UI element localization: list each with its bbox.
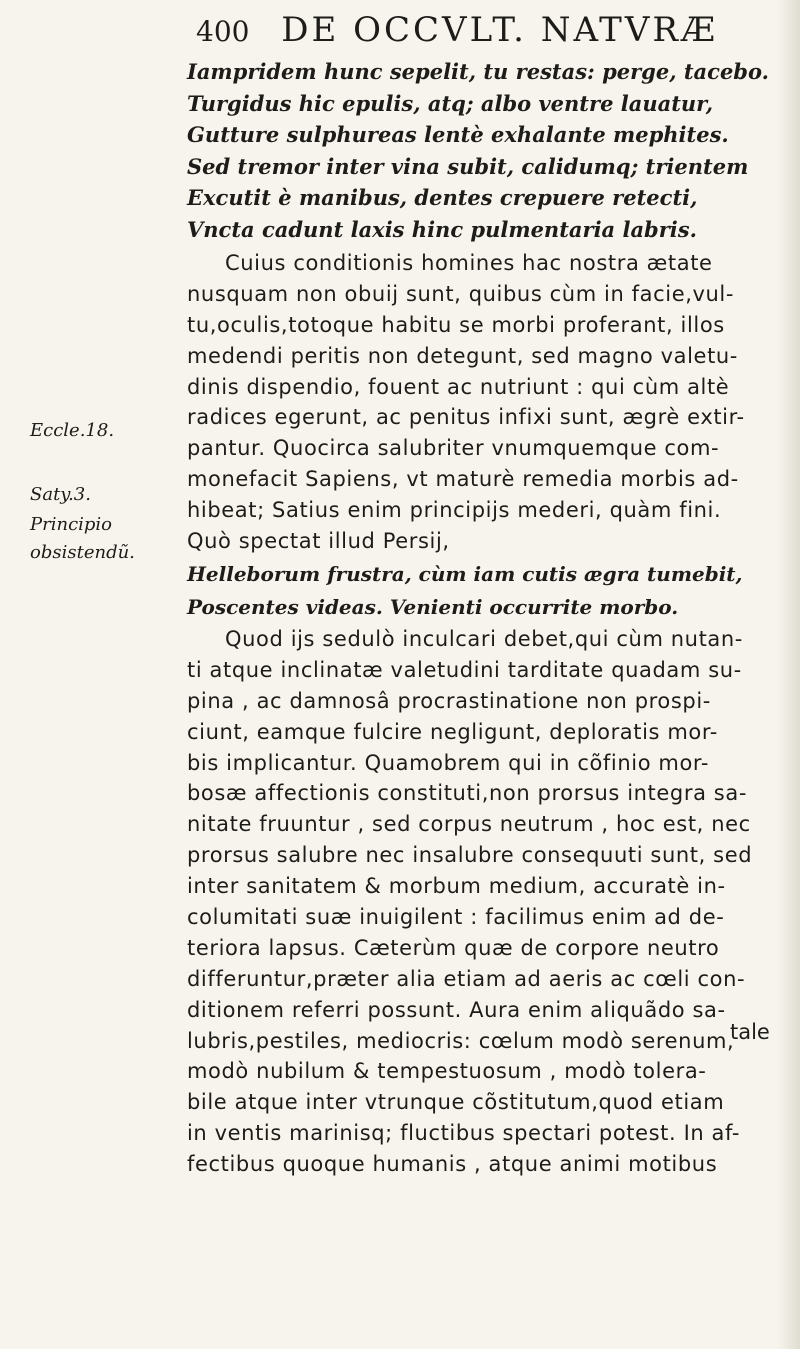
prose-block-2 bbox=[187, 624, 787, 1180]
prose-line: teriora lapsus. Cæterùm quæ de corpore neutro bbox=[187, 935, 720, 960]
verse-line: Iampridem hunc sepelit, tu restas: perge, tacebo. bbox=[187, 59, 769, 84]
prose-line: lubris,pestiles, mediocris: cœlum modò serenum, bbox=[187, 1028, 735, 1053]
prose-line: radices egerunt, ac penitus infixi sunt, ægrè extir- bbox=[187, 405, 745, 430]
verse-line: Vncta cadunt laxis hinc pulmentaria labris. bbox=[187, 216, 697, 242]
prose-line: ditionem referri possunt. Aura enim aliquãdo sa- bbox=[187, 997, 726, 1022]
prose-line: hibeat; Satius enim principijs mederi, quàm fini. bbox=[187, 498, 722, 523]
catchword: tale bbox=[730, 1020, 770, 1044]
prose-line: tu,oculis,totoque habitu se morbi proferant, illos bbox=[187, 312, 725, 337]
margin-note-saty: Saty.3. bbox=[30, 484, 91, 505]
verse-line: Excutit è manibus, dentes crepuere retecti, bbox=[187, 185, 698, 210]
page-number: 400 bbox=[196, 15, 250, 48]
prose-line: modò nubilum & tempestuosum , modò tolera- bbox=[187, 1059, 707, 1084]
prose-line: pantur. Quocirca salubriter vnumquemque com- bbox=[187, 436, 720, 461]
verse-line: Helleborum frustra, cùm iam cutis ægra tumebit, bbox=[187, 562, 743, 586]
prose-line: fectibus quoque humanis , atque animi motibus bbox=[187, 1152, 718, 1177]
verse-block-mid bbox=[187, 558, 787, 624]
verse-line: Turgidus hic epulis, atq; albo ventre lauatur, bbox=[187, 90, 714, 116]
prose-line: bosæ affectionis constituti,non prorsus integra sa- bbox=[187, 781, 747, 806]
prose-line: monefacit Sapiens, vt maturè remedia morbis ad- bbox=[187, 467, 739, 492]
margin-note-principio: Principio bbox=[30, 514, 113, 535]
prose-line: Cuius conditionis homines hac nostra ætate bbox=[225, 251, 713, 275]
prose-line: medendi peritis non detegunt, sed magno valetu- bbox=[187, 343, 738, 368]
prose-line: in ventis marinisq; fluctibus spectari potest. In af- bbox=[187, 1121, 741, 1146]
prose-line: nitate fruuntur , sed corpus neutrum , hoc est, nec bbox=[187, 812, 751, 837]
prose-line: bile atque inter vtrunque cõstitutum,quod etiam bbox=[187, 1090, 725, 1115]
prose-line: bis implicantur. Quamobrem qui in cõfinio mor- bbox=[187, 750, 709, 775]
page-header bbox=[196, 10, 786, 50]
margin-note-obsistendu: obsistendũ. bbox=[30, 542, 135, 563]
prose-line: nusquam non obuij sunt, quibus cùm in facie,vul- bbox=[187, 281, 735, 306]
prose-line: pina , ac damnosâ procrastinatione non prospi- bbox=[187, 688, 711, 713]
margin-note-eccle: Eccle.18. bbox=[30, 420, 115, 441]
prose-line: Quod ijs sedulò inculcari debet,qui cùm nutan- bbox=[225, 627, 743, 651]
prose-line: ti atque inclinatæ valetudini tarditate quadam su- bbox=[187, 657, 742, 682]
prose-line: Quò spectat illud Persij, bbox=[187, 529, 450, 554]
verse-line: Sed tremor inter vina subit, calidumq; trientem bbox=[187, 153, 749, 179]
verse-line: Poscentes videas. Venienti occurrite morbo. bbox=[187, 595, 679, 619]
prose-line: dinis dispendio, fouent ac nutriunt : qui cùm altè bbox=[187, 374, 730, 399]
prose-line: differuntur,præter alia etiam ad aeris ac cœli con- bbox=[187, 966, 746, 991]
prose-line: columitati suæ inuigilent : facilimus enim ad de- bbox=[187, 905, 725, 930]
prose-block-1 bbox=[187, 248, 787, 557]
verse-block-top bbox=[187, 56, 787, 245]
running-title: DE OCCVLT. NATVRÆ bbox=[281, 10, 719, 50]
prose-line: ciunt, eamque fulcire negligunt, deploratis mor- bbox=[187, 719, 718, 744]
prose-line: inter sanitatem & morbum medium, accuratè in- bbox=[187, 874, 726, 899]
verse-line: Gutture sulphureas lentè exhalante mephites. bbox=[187, 122, 729, 147]
prose-line: prorsus salubre nec insalubre consequuti sunt, sed bbox=[187, 843, 753, 868]
